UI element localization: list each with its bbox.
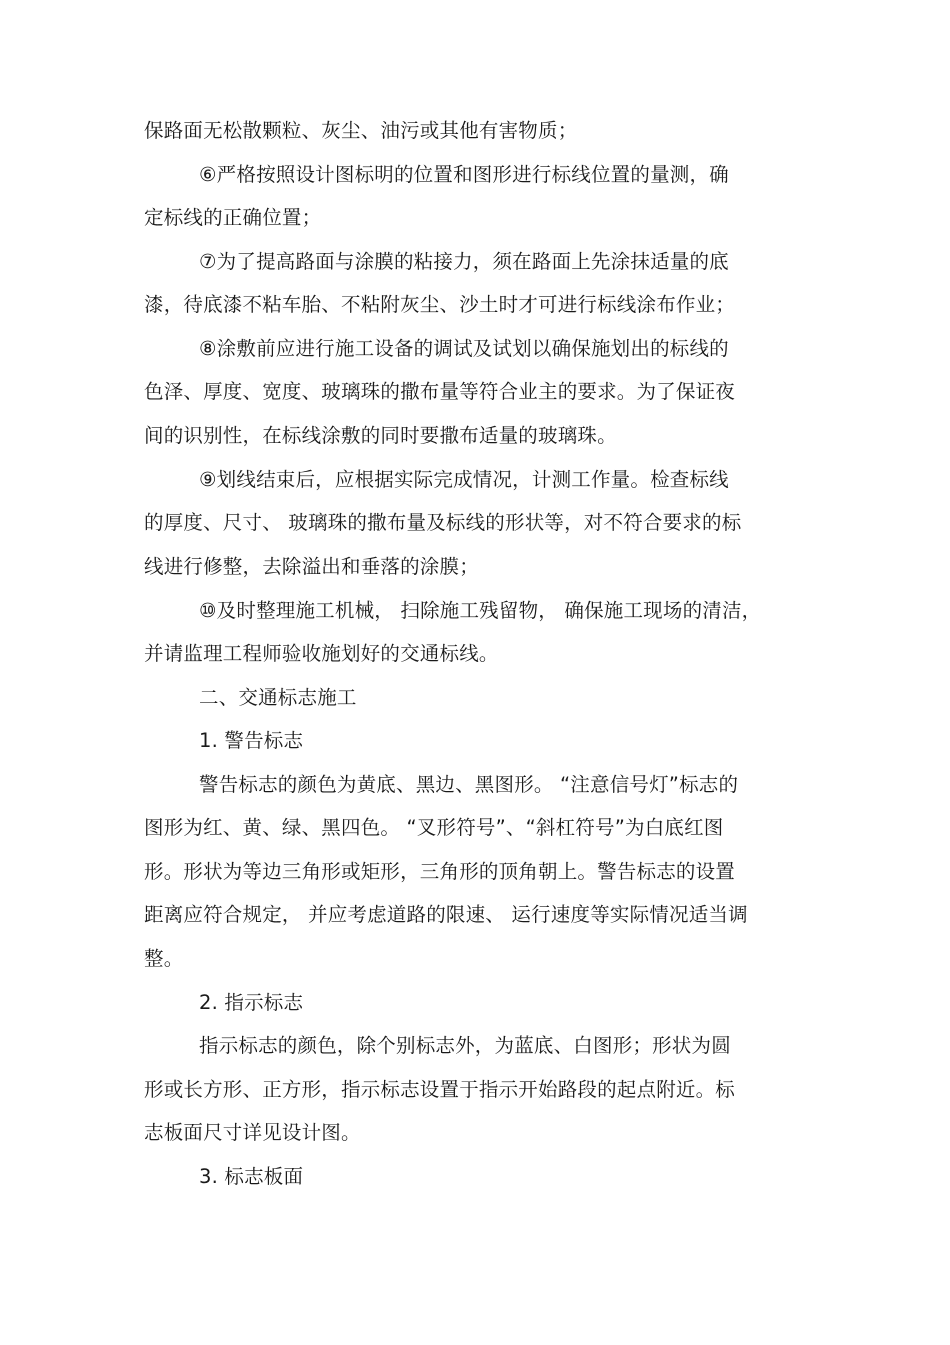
text-line: 志板面尺寸详见设计图。 bbox=[144, 1121, 361, 1144]
text-line: 的厚度、尺寸、 玻璃珠的撒布量及标线的形状等，对不符合要求的标 bbox=[144, 511, 742, 534]
text-line: 间的识别性，在标线涂敷的同时要撒布适量的玻璃珠。 bbox=[144, 424, 617, 447]
text-line: 形或长方形、正方形，指示标志设置于指示开始路段的起点附近。标 bbox=[144, 1078, 736, 1101]
text-line: ⑨划线结束后，应根据实际完成情况，计测工作量。检查标线 bbox=[199, 468, 729, 491]
text-line: 警告标志的颜色为黄底、黑边、黑图形。 “注意信号灯”标志的 bbox=[199, 773, 739, 796]
section-heading: 二、交通标志施工 bbox=[199, 686, 357, 709]
subsection-heading: 1. 警告标志 bbox=[199, 729, 304, 752]
text-line: ⑥严格按照设计图标明的位置和图形进行标线位置的量测，确 bbox=[199, 163, 729, 186]
text-line: 整。 bbox=[144, 947, 184, 970]
text-line: ⑩及时整理施工机械， 扫除施工残留物， 确保施工现场的清洁， bbox=[199, 599, 762, 622]
text-line: 形。形状为等边三角形或矩形，三角形的顶角朝上。警告标志的设置 bbox=[144, 860, 736, 883]
text-line: 指示标志的颜色，除个别标志外，为蓝底、白图形；形状为圆 bbox=[199, 1034, 731, 1057]
subsection-heading: 3. 标志板面 bbox=[199, 1165, 304, 1188]
text-line: 线进行修整，去除溢出和垂落的涂膜； bbox=[144, 555, 479, 578]
text-line: 色泽、厚度、宽度、玻璃珠的撒布量等符合业主的要求。为了保证夜 bbox=[144, 380, 736, 403]
text-line: 图形为红、黄、绿、黑四色。 “叉形符号”、“斜杠符号”为白底红图 bbox=[144, 816, 724, 839]
text-line: ⑧涂敷前应进行施工设备的调试及试划以确保施划出的标线的 bbox=[199, 337, 729, 360]
text-line: 并请监理工程师验收施划好的交通标线。 bbox=[144, 642, 499, 665]
text-line: 漆，待底漆不粘车胎、不粘附灰尘、沙土时才可进行标线涂布作业； bbox=[144, 293, 736, 316]
text-line: 定标线的正确位置； bbox=[144, 206, 322, 229]
text-line: 距离应符合规定， 并应考虑道路的限速、 运行速度等实际情况适当调 bbox=[144, 903, 748, 926]
text-line: ⑦为了提高路面与涂膜的粘接力，须在路面上先涂抹适量的底 bbox=[199, 250, 729, 273]
text-line: 保路面无松散颗粒、灰尘、油污或其他有害物质； bbox=[144, 119, 578, 142]
subsection-heading: 2. 指示标志 bbox=[199, 991, 304, 1014]
